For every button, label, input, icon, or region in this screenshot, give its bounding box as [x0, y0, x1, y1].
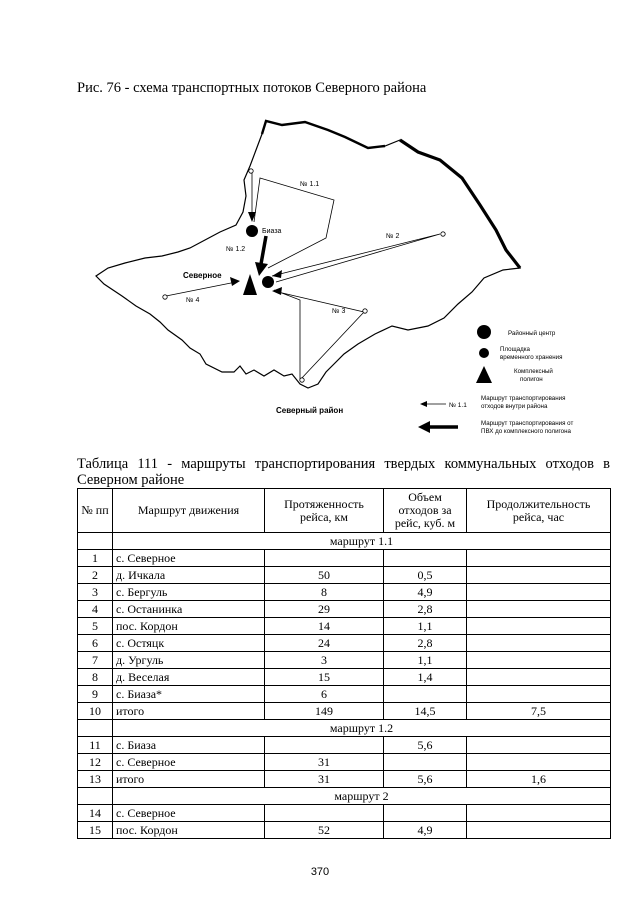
cell-num: 15 — [78, 822, 113, 839]
cell-volume: 4,9 — [384, 584, 467, 601]
table-header-row — [78, 489, 611, 533]
biaza-label: Биаза — [262, 228, 282, 235]
cell-route: пос. Кордон — [113, 618, 265, 635]
legend-label-inner-route — [481, 395, 567, 410]
table-body — [78, 533, 611, 839]
route-label-1-2: № 1.2 — [226, 246, 246, 253]
table-row — [78, 601, 611, 618]
cell-route: с. Северное — [113, 805, 265, 822]
cell-route: итого — [113, 703, 265, 720]
legend-thick-arrowhead — [418, 421, 430, 433]
cell-volume — [384, 805, 467, 822]
legend-inner-route-line-1: Маршрут транспортирования — [481, 395, 566, 402]
cell-volume — [384, 754, 467, 771]
table-row — [78, 754, 611, 771]
table-row — [78, 703, 611, 720]
cell-num: 7 — [78, 652, 113, 669]
cell-num: 6 — [78, 635, 113, 652]
cell-num: 9 — [78, 686, 113, 703]
cell-length: 31 — [265, 754, 384, 771]
legend-triangle-icon — [476, 366, 492, 383]
cell-num: 3 — [78, 584, 113, 601]
legend-large-circle-icon — [477, 325, 491, 339]
cell-route: с. Биаза* — [113, 686, 265, 703]
table-row — [78, 635, 611, 652]
biaza-site-circle — [246, 225, 258, 237]
route-2-arrowhead — [272, 270, 282, 278]
legend-storage-line-2: временного хранения — [500, 354, 563, 361]
route-label-3: № 3 — [332, 308, 346, 315]
table-row — [78, 550, 611, 567]
cell-duration — [467, 584, 611, 601]
legend-label-thick-route — [481, 420, 575, 435]
district-map — [0, 0, 640, 450]
legend-inner-route-line-2: отходов внутри района — [481, 403, 548, 410]
cell-duration — [467, 635, 611, 652]
cell-volume: 5,6 — [384, 737, 467, 754]
cell-num: 10 — [78, 703, 113, 720]
cell-length: 31 — [265, 771, 384, 788]
section-num-cell — [78, 533, 113, 550]
route-2-line — [272, 234, 440, 282]
cell-length: 8 — [265, 584, 384, 601]
cell-volume — [384, 686, 467, 703]
cell-route: с. Останинка — [113, 601, 265, 618]
cell-num: 12 — [78, 754, 113, 771]
endpoint-circle — [441, 232, 445, 236]
route-4-arrowhead — [230, 277, 240, 286]
legend-thick-route-line-1: Маршрут транспортирования от — [481, 420, 574, 427]
section-row — [78, 720, 611, 737]
cell-route: д. Веселая — [113, 669, 265, 686]
legend-label-center: Районный центр — [508, 330, 556, 337]
district-label: Северный район — [276, 406, 344, 415]
table-row — [78, 652, 611, 669]
cell-num: 4 — [78, 601, 113, 618]
cell-volume: 0,5 — [384, 567, 467, 584]
cell-duration: 7,5 — [467, 703, 611, 720]
legend-label-landfill — [514, 368, 555, 383]
cell-length — [265, 550, 384, 567]
route-3-line — [274, 290, 364, 380]
legend-landfill-line-1: Комплексный — [514, 368, 553, 375]
table-caption: Таблица 111 - маршруты транспортирования твердых коммунальных отходов в Северном районе — [77, 456, 610, 488]
legend-thick-route-line-2: ПВХ до комплексного полигона — [481, 428, 571, 435]
table-row — [78, 771, 611, 788]
district-boundary-north — [262, 121, 385, 148]
cell-duration — [467, 686, 611, 703]
legend-route-label: № 1.1 — [449, 402, 467, 409]
route-label-1-1: № 1.1 — [300, 181, 320, 188]
table-row — [78, 737, 611, 754]
cell-length: 149 — [265, 703, 384, 720]
table-row — [78, 618, 611, 635]
endpoint-circle — [300, 378, 304, 382]
cell-volume: 5,6 — [384, 771, 467, 788]
cell-num: 8 — [78, 669, 113, 686]
cell-length: 3 — [265, 652, 384, 669]
section-title: маршрут 1.2 — [113, 720, 611, 737]
cell-length: 6 — [265, 686, 384, 703]
route-1-1-line — [254, 178, 334, 268]
cell-volume: 2,8 — [384, 635, 467, 652]
table-row — [78, 686, 611, 703]
cell-route: пос. Кордон — [113, 822, 265, 839]
cell-volume: 4,9 — [384, 822, 467, 839]
route-4-line — [166, 282, 236, 296]
cell-duration — [467, 567, 611, 584]
legend-landfill-line-2: полигон — [520, 376, 543, 383]
cell-volume: 1,1 — [384, 618, 467, 635]
route-label-4: № 4 — [186, 297, 200, 304]
cell-volume: 2,8 — [384, 601, 467, 618]
cell-length: 14 — [265, 618, 384, 635]
table-row — [78, 822, 611, 839]
cell-length: 24 — [265, 635, 384, 652]
endpoint-circle — [363, 309, 367, 313]
cell-volume: 1,4 — [384, 669, 467, 686]
section-row — [78, 533, 611, 550]
header-duration: Продолжительность рейса, час — [467, 489, 611, 533]
district-boundary-east — [400, 140, 520, 268]
route-1-2-thick-line — [261, 236, 266, 264]
route-1-2-thick-arrowhead — [255, 262, 268, 276]
cell-duration — [467, 652, 611, 669]
cell-route: с. Северное — [113, 754, 265, 771]
cell-duration — [467, 618, 611, 635]
route-label-2: № 2 — [386, 233, 400, 240]
cell-length: 29 — [265, 601, 384, 618]
district-boundary — [96, 121, 520, 388]
header-route: Маршрут движения — [113, 489, 265, 533]
cell-route: д. Ичкала — [113, 567, 265, 584]
cell-duration — [467, 822, 611, 839]
center-label: Северное — [183, 271, 222, 280]
cell-num: 11 — [78, 737, 113, 754]
header-volume: Объем отходов за рейс, куб. м — [384, 489, 467, 533]
cell-route: итого — [113, 771, 265, 788]
cell-length: 52 — [265, 822, 384, 839]
table-row — [78, 805, 611, 822]
cell-length: 50 — [265, 567, 384, 584]
section-title: маршрут 1.1 — [113, 533, 611, 550]
legend-storage-line-1: Площадка — [500, 346, 530, 353]
cell-volume: 1,1 — [384, 652, 467, 669]
header-length: Протяженность рейса, км — [265, 489, 384, 533]
cell-length — [265, 737, 384, 754]
table-row — [78, 584, 611, 601]
cell-duration: 1,6 — [467, 771, 611, 788]
cell-num: 1 — [78, 550, 113, 567]
section-num-cell — [78, 788, 113, 805]
cell-num: 13 — [78, 771, 113, 788]
cell-duration — [467, 550, 611, 567]
endpoint-circle — [249, 169, 253, 173]
cell-duration — [467, 805, 611, 822]
header-num: № пп — [78, 489, 113, 533]
page-number: 370 — [310, 866, 330, 878]
cell-route: с. Бергуль — [113, 584, 265, 601]
routes-table — [77, 488, 611, 839]
route-3-arrowhead — [272, 287, 282, 295]
table-row — [78, 669, 611, 686]
cell-duration — [467, 601, 611, 618]
cell-num: 2 — [78, 567, 113, 584]
section-row — [78, 788, 611, 805]
figure-caption: Рис. 76 - схема транспортных потоков Северного района — [77, 80, 427, 96]
section-num-cell — [78, 720, 113, 737]
cell-duration — [467, 754, 611, 771]
cell-num: 14 — [78, 805, 113, 822]
cell-duration — [467, 669, 611, 686]
section-title: маршрут 2 — [113, 788, 611, 805]
table-row — [78, 567, 611, 584]
cell-route: д. Ургуль — [113, 652, 265, 669]
endpoint-circle — [163, 295, 167, 299]
landfill-triangle — [243, 274, 257, 295]
cell-volume: 14,5 — [384, 703, 467, 720]
legend-small-circle-icon — [479, 348, 489, 358]
legend-label-storage — [500, 346, 562, 361]
cell-duration — [467, 737, 611, 754]
legend-thin-arrowhead — [420, 401, 427, 407]
cell-route: с. Остяцк — [113, 635, 265, 652]
center-circle — [262, 276, 274, 288]
cell-num: 5 — [78, 618, 113, 635]
cell-length — [265, 805, 384, 822]
cell-route: с. Биаза — [113, 737, 265, 754]
cell-volume — [384, 550, 467, 567]
cell-route: с. Северное — [113, 550, 265, 567]
cell-length: 15 — [265, 669, 384, 686]
